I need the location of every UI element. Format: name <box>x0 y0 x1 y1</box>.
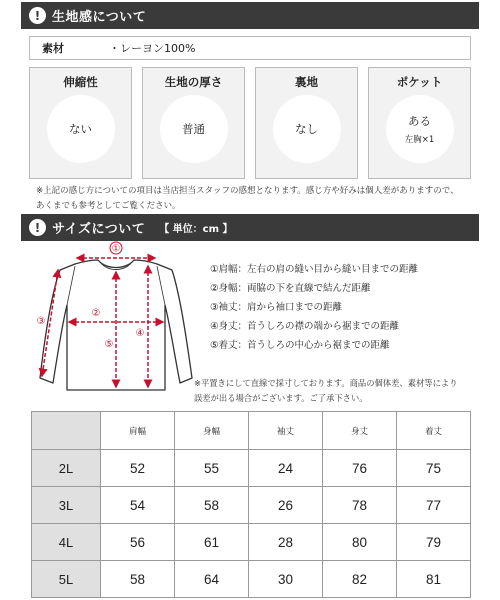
size-label-cell: 4L <box>32 524 101 561</box>
table-cell: 54 <box>101 487 175 524</box>
card-label: ポケット <box>396 75 443 89</box>
table-row <box>32 487 471 524</box>
column-header: 着丈 <box>397 412 471 450</box>
size-label-cell: 2L <box>32 450 101 487</box>
table-cell: 79 <box>397 524 471 561</box>
marker-2-label: ② <box>91 308 101 319</box>
card-value: ない <box>69 122 92 136</box>
card-value: なし <box>295 122 318 136</box>
material-value: ・レーヨン100% <box>109 42 196 55</box>
measurement-note-line2: 誤差が出る場合がございます。ご了承下さい。 <box>194 393 368 403</box>
table-cell: 56 <box>101 524 175 561</box>
fabric-section-header <box>21 2 479 29</box>
table-cell: 77 <box>397 487 471 524</box>
table-cell: 76 <box>323 450 397 487</box>
exclamation-icon: ! <box>29 7 46 24</box>
table-corner-cell <box>32 412 101 450</box>
marker-5-label: ⑤ <box>104 339 114 350</box>
fabric-note <box>36 184 466 214</box>
table-cell: 78 <box>323 487 397 524</box>
lining-card <box>255 67 358 179</box>
size-section-title: サイズについて <box>52 222 146 237</box>
size-label-cell: 5L <box>32 561 101 598</box>
material-row <box>29 36 471 60</box>
definition-item: ①肩幅：左右の肩の縫い目から縫い目までの距離 <box>210 264 419 275</box>
size-table-header-row <box>32 412 471 450</box>
card-value: 普通 <box>182 122 205 136</box>
material-label: 素材 <box>42 42 64 55</box>
column-header: 身幅 <box>175 412 249 450</box>
size-section-header <box>21 214 479 241</box>
exclamation-icon: ! <box>29 219 46 236</box>
marker-4-label: ④ <box>135 328 145 339</box>
table-cell: 24 <box>249 450 323 487</box>
table-cell: 81 <box>397 561 471 598</box>
table-cell: 80 <box>323 524 397 561</box>
fabric-section-title: 生地感について <box>52 10 147 25</box>
card-label: 伸縮性 <box>63 75 98 89</box>
card-label: 生地の厚さ <box>164 75 223 89</box>
definition-item: ③袖丈：肩から袖口までの距離 <box>210 302 343 313</box>
garment-measurement-diagram <box>20 240 210 405</box>
table-cell: 82 <box>323 561 397 598</box>
card-label: 裏地 <box>295 75 318 89</box>
column-header: 身丈 <box>323 412 397 450</box>
size-label-cell: 3L <box>32 487 101 524</box>
card-value: ある <box>408 114 431 128</box>
table-cell: 61 <box>175 524 249 561</box>
pocket-card <box>368 67 471 179</box>
marker-3-label: ③ <box>36 316 46 327</box>
table-cell: 30 <box>249 561 323 598</box>
measurement-definitions <box>210 260 418 355</box>
stretch-card <box>29 67 132 179</box>
card-value-disc <box>160 95 228 163</box>
table-cell: 75 <box>397 450 471 487</box>
table-cell: 28 <box>249 524 323 561</box>
table-cell: 55 <box>175 450 249 487</box>
card-subvalue: 左胸×1 <box>404 135 435 145</box>
column-header: 肩幅 <box>101 412 175 450</box>
measurement-note <box>194 376 474 406</box>
card-value-disc <box>47 95 115 163</box>
table-cell: 58 <box>101 561 175 598</box>
column-header: 袖丈 <box>249 412 323 450</box>
table-row <box>32 524 471 561</box>
table-row <box>32 450 471 487</box>
table-row <box>32 561 471 598</box>
marker-1-label: ① <box>111 243 121 255</box>
fabric-note-line2: あくまでも参考としてご覧ください。 <box>36 201 181 211</box>
table-cell: 64 <box>175 561 249 598</box>
definition-item: ⑤着丈：首うしろの中心から裾までの距離 <box>210 340 390 351</box>
table-cell: 26 <box>249 487 323 524</box>
fabric-property-cards <box>29 67 471 179</box>
fabric-note-line1: ※上記の感じ方についての項目は当店担当スタッフの感想となります。感じ方や好みは個人差がありますので、 <box>36 186 459 196</box>
card-value-disc <box>273 95 341 163</box>
size-unit-label: 【 単位：cm 】 <box>159 224 233 235</box>
table-cell: 52 <box>101 450 175 487</box>
definition-item: ②身幅：両脇の下を直線で結んだ距離 <box>210 283 371 294</box>
table-cell: 58 <box>175 487 249 524</box>
card-value-disc <box>386 95 454 163</box>
thickness-card <box>142 67 245 179</box>
definition-item: ④身丈：首うしろの襟の端から裾までの距離 <box>210 321 400 332</box>
measurement-note-line1: ※平置きにして直線で採寸しております。商品の個体差、素材等により <box>194 378 458 388</box>
size-table <box>31 411 471 598</box>
